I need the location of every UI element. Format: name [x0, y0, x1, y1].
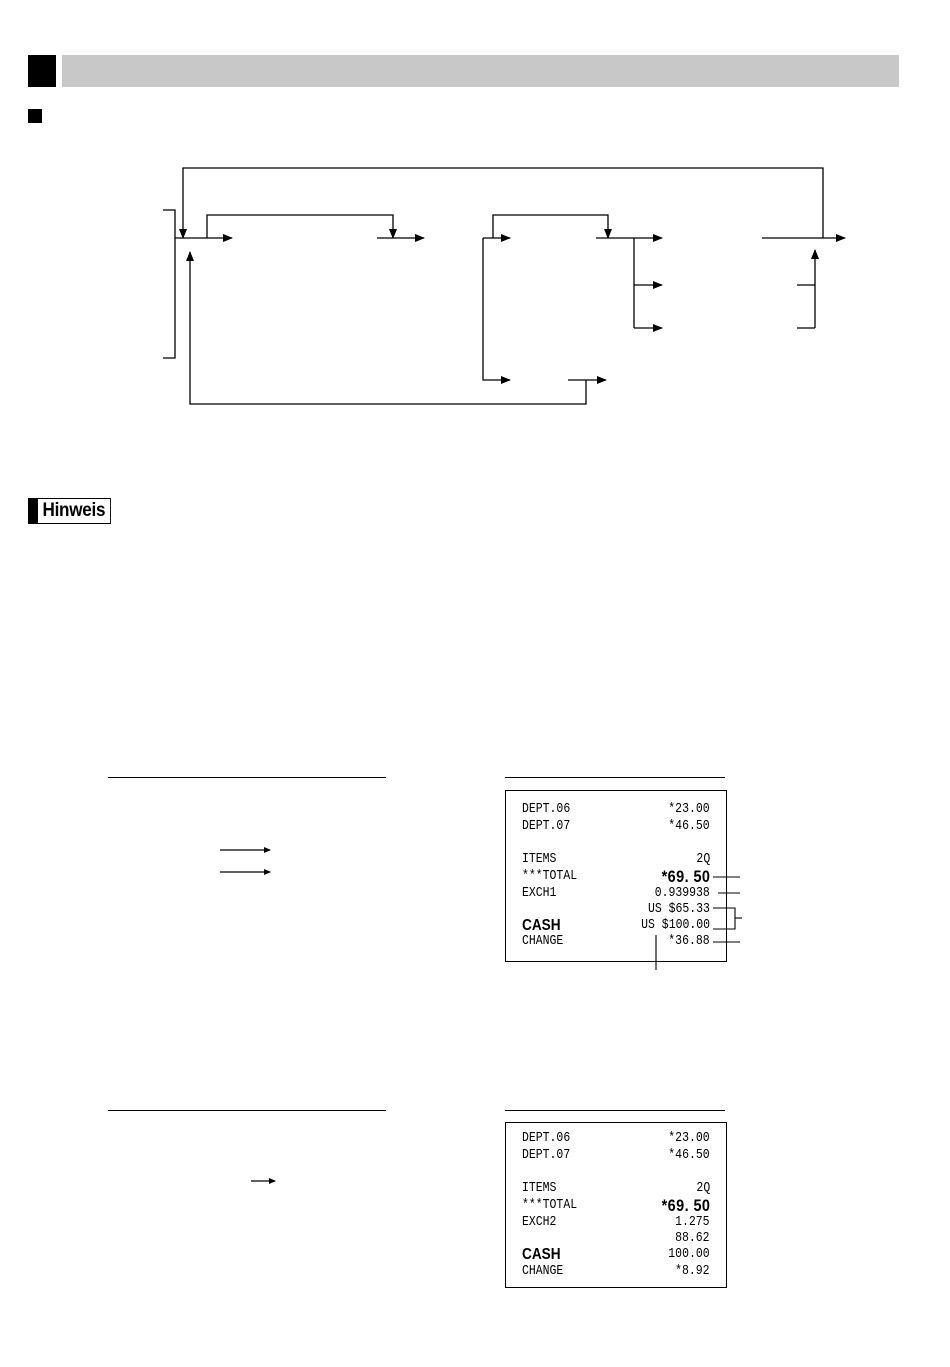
key-arrow-2	[246, 1170, 280, 1190]
receipt-line: DEPT.06 *23.00	[522, 1131, 710, 1146]
key-operation-rule-1	[108, 777, 386, 778]
receipt-line: DEPT.07 *46.50	[522, 819, 710, 834]
receipt-line: DEPT.06 *23.00	[522, 802, 710, 817]
receipt-line: CASH 100.00	[522, 1246, 710, 1263]
receipt-line: DEPT.07 *46.50	[522, 1148, 710, 1163]
receipt-line: US $65.33	[648, 902, 710, 917]
print-rule-2	[505, 1110, 725, 1111]
receipt-1-callouts	[640, 860, 750, 975]
receipt-line: ITEMS 2Q	[522, 852, 710, 867]
receipt-line: ***TOTAL *69. 50	[522, 867, 710, 886]
receipt-line: CHANGE *36.88	[522, 934, 710, 949]
receipt-line: EXCH2 1.275	[522, 1215, 710, 1230]
bypass-loop-1	[207, 215, 393, 238]
key-arrows-1	[215, 840, 275, 880]
bottom-return-loop	[190, 252, 586, 404]
note-badge-marker	[28, 498, 38, 524]
input-bracket	[163, 210, 175, 358]
print-rule-1	[505, 777, 725, 778]
key-operation-rule-2	[108, 1110, 386, 1111]
bypass-loop-2	[493, 215, 608, 238]
receipt-line: ITEMS 2Q	[522, 1181, 710, 1196]
top-return-loop	[183, 168, 823, 238]
receipt-line: ***TOTAL *69. 50	[522, 1196, 710, 1215]
receipt-line: CHANGE *8.92	[522, 1264, 710, 1279]
receipt-line: CASH US $100.00	[522, 917, 710, 934]
receipt-2	[505, 1122, 727, 1288]
key-operation-flowchart	[0, 0, 950, 480]
receipt-line: EXCH1 0.939938	[522, 886, 710, 901]
lower-branch	[483, 238, 510, 380]
receipt-line: 88.62	[675, 1231, 710, 1246]
note-label: Hinweis	[38, 498, 111, 524]
note-badge	[28, 498, 119, 524]
